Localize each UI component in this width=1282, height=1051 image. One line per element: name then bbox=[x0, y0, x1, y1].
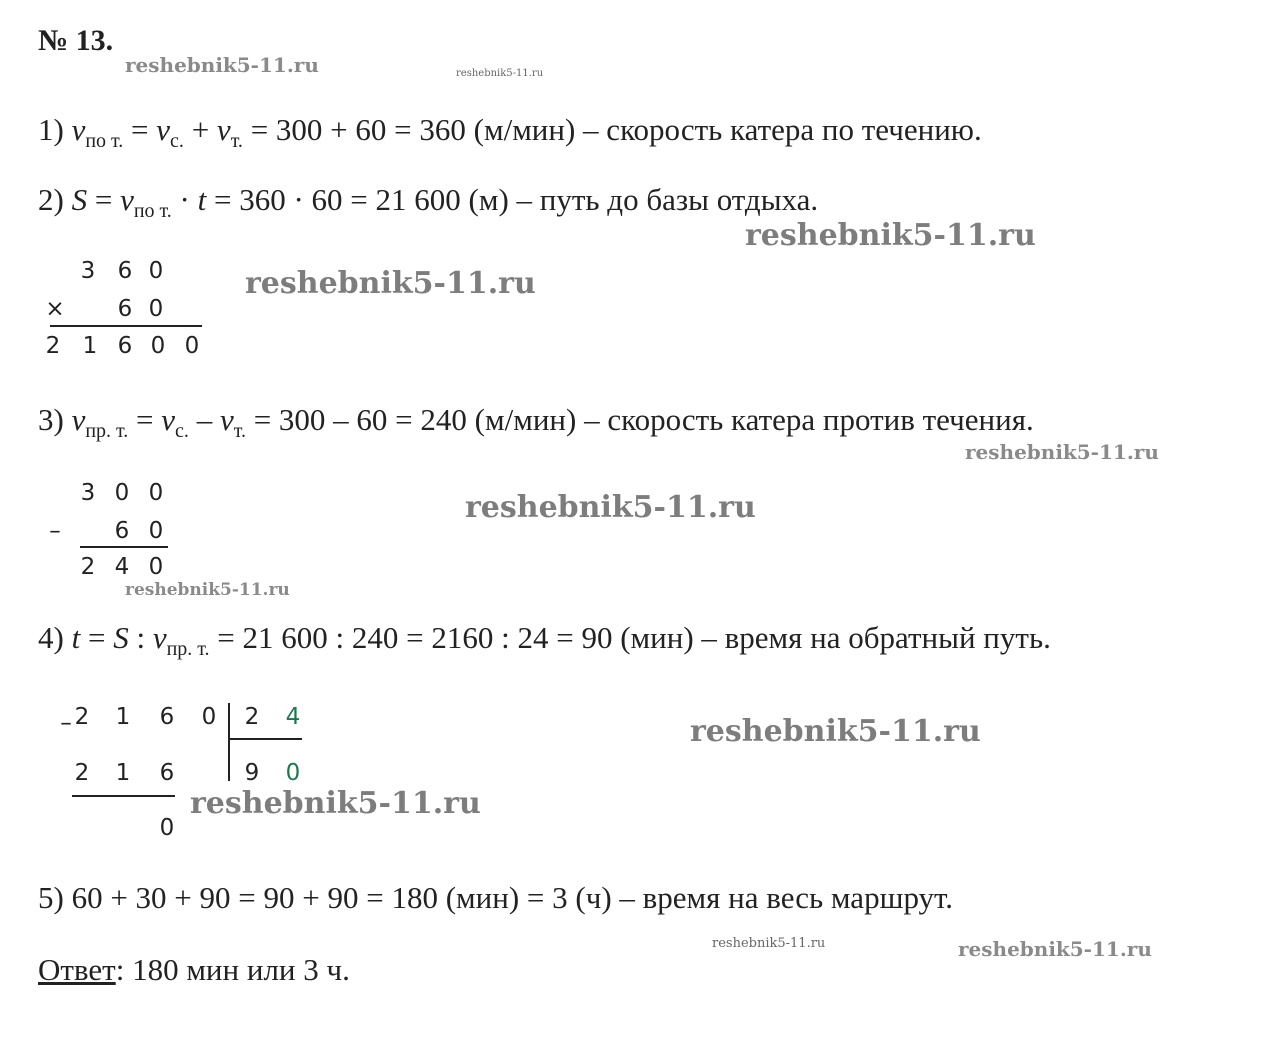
division-vertical-rule bbox=[228, 703, 230, 781]
sub-digit: 0 bbox=[148, 480, 164, 506]
sub-digit: 2 bbox=[80, 554, 96, 580]
multiply-sign: × bbox=[45, 296, 65, 322]
mult-digit: 3 bbox=[80, 258, 96, 284]
quotient-digit: 9 bbox=[244, 760, 260, 786]
divisor-digit: 2 bbox=[244, 704, 260, 730]
division-subtract-rule bbox=[72, 795, 175, 797]
step-4: 4) t = S : $v_{пр. т.} = 21$ 600 : 240 = 2160 : 24 = 90 (мин) – время на обратный путь. bbox=[38, 620, 1051, 660]
mult-digit: 2 bbox=[45, 333, 61, 359]
sub-digit: 0 bbox=[114, 480, 130, 506]
mult-digit: 6 bbox=[117, 296, 133, 322]
watermark: reshebnik5-11.ru bbox=[690, 714, 981, 749]
watermark: reshebnik5-11.ru bbox=[125, 580, 290, 600]
division-minus-sign: – bbox=[60, 710, 72, 736]
division-quotient-rule bbox=[228, 738, 302, 740]
problem-number: № 13. bbox=[38, 24, 114, 57]
watermark: reshebnik5-11.ru bbox=[712, 936, 826, 951]
sub-digit: 0 bbox=[148, 554, 164, 580]
mult-digit: 0 bbox=[148, 296, 164, 322]
watermark: reshebnik5-11.ru bbox=[245, 266, 536, 301]
dividend-digit: 2 bbox=[74, 704, 90, 730]
watermark: reshebnik5-11.ru bbox=[965, 440, 1159, 464]
mult-digit: 0 bbox=[150, 333, 166, 359]
sub-rule bbox=[80, 546, 168, 548]
quotient-digit: 0 bbox=[285, 760, 301, 786]
dividend-digit: 6 bbox=[159, 704, 175, 730]
sub-digit: 3 bbox=[80, 480, 96, 506]
watermark: reshebnik5-11.ru bbox=[190, 786, 481, 821]
answer bbox=[38, 952, 350, 988]
sub-digit: 4 bbox=[114, 554, 130, 580]
mult-digit: 0 bbox=[148, 258, 164, 284]
partial-digit: 6 bbox=[159, 760, 175, 786]
partial-digit: 2 bbox=[74, 760, 90, 786]
dividend-digit: 0 bbox=[201, 704, 217, 730]
watermark: reshebnik5-11.ru bbox=[745, 218, 1036, 253]
partial-digit: 1 bbox=[115, 760, 131, 786]
step-5: 5) 60 + 30 + 90 = 90 + 90 = 180 (мин) = 3 (ч) – время на весь маршрут. bbox=[38, 880, 953, 915]
mult-digit: 0 bbox=[184, 333, 200, 359]
mult-digit: 6 bbox=[117, 333, 133, 359]
answer-text: : 180 мин или 3 ч. bbox=[115, 952, 350, 987]
remainder-digit: 0 bbox=[159, 815, 175, 841]
sub-digit: 0 bbox=[148, 518, 164, 544]
watermark: reshebnik5-11.ru bbox=[456, 68, 544, 79]
step-2: 2) $S = v_{по т.} \cdot t = 360 \cdot 60 = 21$ 600 (м) – путь до базы отдыха. bbox=[38, 182, 819, 222]
step-1: 1) $v_{по т.} = v_{с.} + v_{т.} = 300 + 60 = 360$ (м/мин) – скорость катера по течению. bbox=[38, 112, 982, 152]
mult-digit: 6 bbox=[117, 258, 133, 284]
divisor-digit: 4 bbox=[285, 704, 301, 730]
sub-digit: 6 bbox=[114, 518, 130, 544]
mult-rule bbox=[50, 325, 202, 327]
minus-sign: – bbox=[49, 518, 61, 544]
dividend-digit: 1 bbox=[115, 704, 131, 730]
watermark: reshebnik5-11.ru bbox=[958, 937, 1152, 961]
watermark: reshebnik5-11.ru bbox=[465, 490, 756, 525]
mult-digit: 1 bbox=[82, 333, 98, 359]
step-3: 3) $v_{пр. т.} = v_{с.} - v_{т.} = 300 - 60 = 240$ (м/мин) – скорость катера против течения. bbox=[38, 402, 1034, 442]
answer-label: Ответ bbox=[38, 952, 116, 987]
watermark: reshebnik5-11.ru bbox=[125, 53, 319, 77]
